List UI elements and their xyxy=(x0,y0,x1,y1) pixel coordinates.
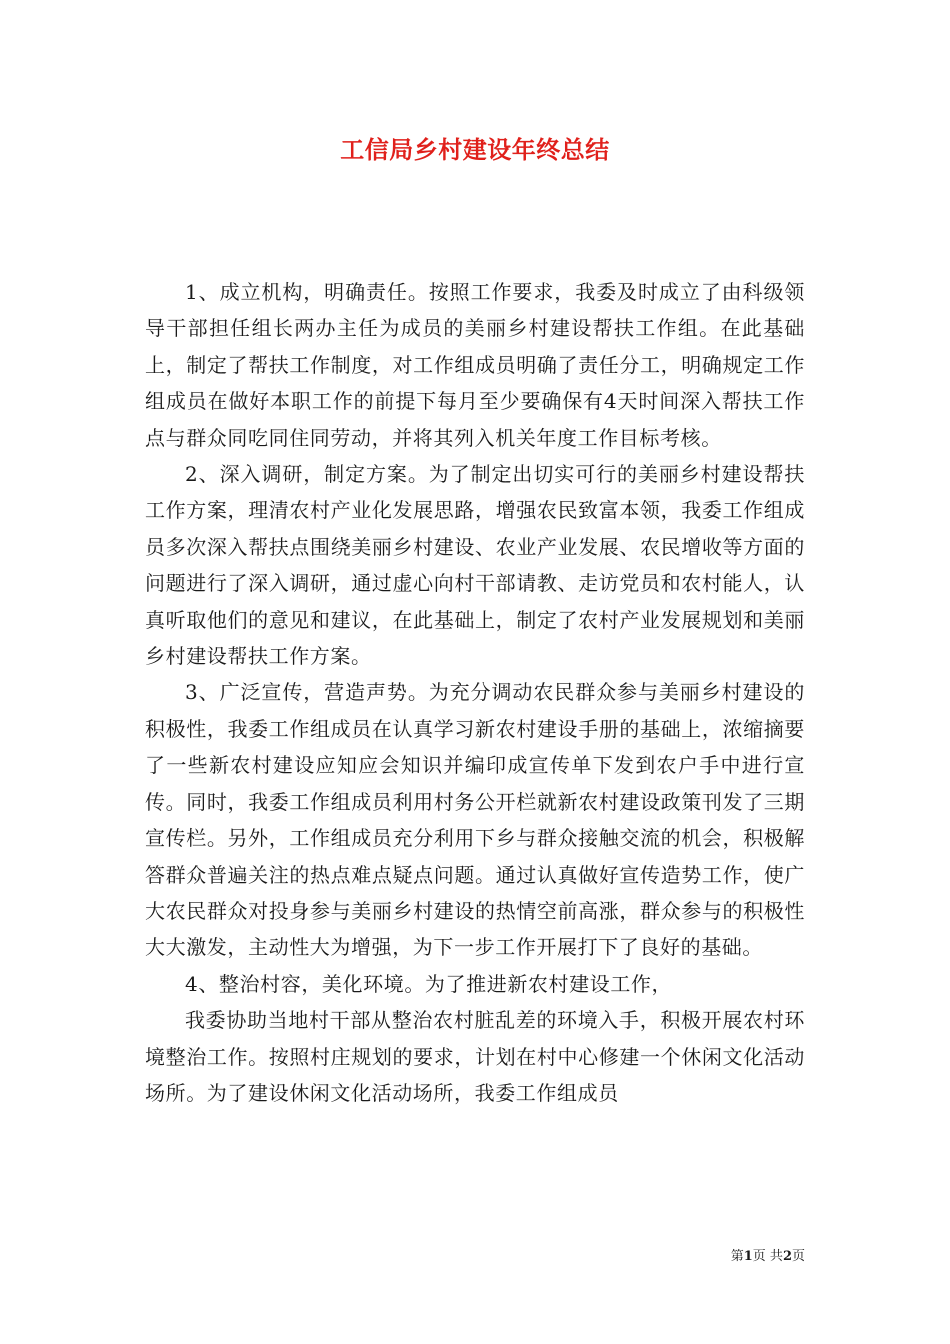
paragraph-1: 1、成立机构，明确责任。按照工作要求，我委及时成立了由科级领导干部担任组长两办主任为成员的美丽乡村建设帮扶工作组。在此基础上，制定了帮扶工作制度，对工作组成员明确了责任分工，明确规定工作组成员在做好本职工作的前提下每月至少要确保有4天时间深入帮扶工作点与群众同吃同住同劳动，并将其列入机关年度工作目标考核。 xyxy=(145,280,805,450)
footer-page-number: 1 xyxy=(743,1249,753,1264)
paragraph-3: 3、广泛宣传，营造声势。为充分调动农民群众参与美丽乡村建设的积极性，我委工作组成员在认真学习新农村建设手册的基础上，浓缩摘要了一些新农村建设应知应会知识并编印成宣传单下发到农户手中进行宣传。同时，我委工作组成员利用村务公开栏就新农村建设政策刊发了三期宣传栏。另外，工作组成员充分利用下乡与群众接触交流的机会，积极解答群众普遍关注的热点难点疑点问题。通过认真做好宣传造势工作，使广大农民群众对投身参与美丽乡村建设的热情空前高涨，群众参与的积极性大大激发，主动性大为增强，为下一步工作开展打下了良好的基础。 xyxy=(145,680,805,960)
paragraph-4: 4、整治村容，美化环境。为了推进新农村建设工作， xyxy=(185,971,673,996)
paragraph-5: 我委协助当地村干部从整治农村脏乱差的环境入手，积极开展农村环境整治工作。按照村庄规划的要求，计划在村中心修建一个休闲文化活动场所。为了建设休闲文化活动场所，我委工作组成员 xyxy=(145,1008,805,1105)
document-title: 工信局乡村建设年终总结 xyxy=(340,135,610,164)
page-footer xyxy=(731,1248,805,1266)
footer-middle: 页 共 xyxy=(752,1249,783,1264)
document-body xyxy=(145,274,805,1111)
footer-suffix: 页 xyxy=(791,1249,805,1264)
paragraph-2: 2、深入调研，制定方案。为了制定出切实可行的美丽乡村建设帮扶工作方案，理清农村产业化发展思路，增强农民致富本领，我委工作组成员多次深入帮扶点围绕美丽乡村建设、农业产业发展、农民增收等方面的问题进行了深入调研，通过虚心向村干部请教、走访党员和农村能人，认真听取他们的意见和建议，在此基础上，制定了农村产业发展规划和美丽乡村建设帮扶工作方案。 xyxy=(145,462,805,669)
footer-prefix: 第 xyxy=(730,1249,744,1264)
footer-total-pages: 2 xyxy=(782,1249,792,1264)
